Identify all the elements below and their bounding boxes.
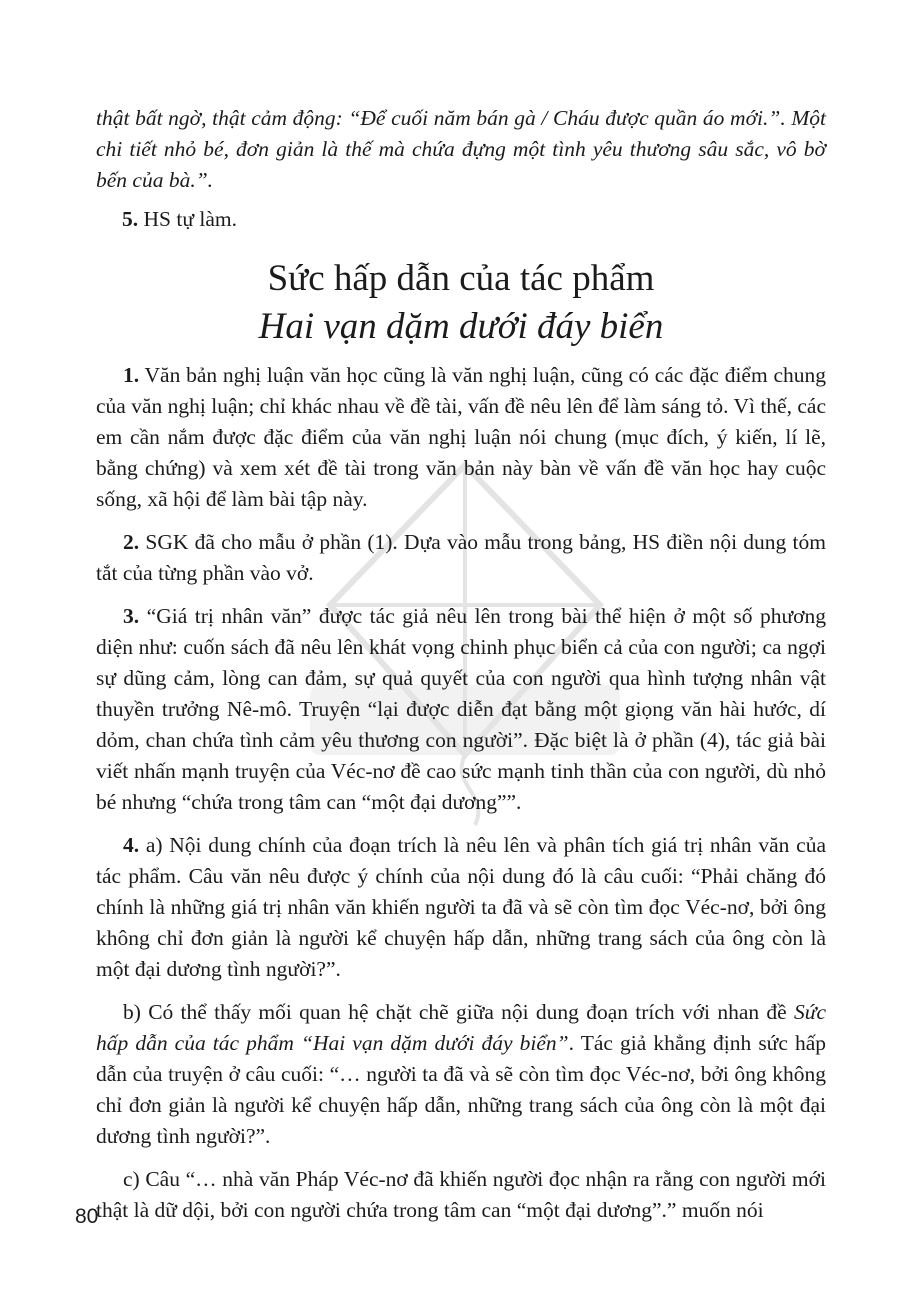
item-5-number: 5.	[122, 207, 139, 231]
answer-4b-text-post: . Tác giả khẳng định sức hấp dẫn của truyện ở câu cuối: “… người ta đã và sẽ còn tìm đọc Véc-nơ, bởi ông không chỉ đơn giản là người kể chuyện hấp dẫn, những trang sách của ông còn là một đại dương tình người?”.	[96, 1031, 827, 1148]
answer-4a	[96, 830, 826, 985]
answer-4-number: 4.	[123, 833, 140, 857]
answer-4c-text: c) Câu “… nhà văn Pháp Véc-nơ đã khiến người đọc nhận ra rằng con người mới thật là dữ dội, bởi con người chứa trong tâm can “một đại dương”.” muốn nói	[96, 1167, 826, 1222]
answer-4c	[96, 1164, 826, 1226]
item-5	[122, 204, 237, 235]
intro-text: thật bất ngờ, thật cảm động: “Để cuối năm bán gà / Cháu được quần áo mới.”. Một chi tiết nhỏ bé, đơn giản là thế mà chứa đựng một tình yêu thương sâu sắc, vô bờ bến của bà.”.	[96, 106, 826, 192]
answer-1-text: Văn bản nghị luận văn học cũng là văn nghị luận, cũng có các đặc điểm chung của văn nghị luận; chỉ khác nhau về đề tài, vấn đề nêu lên để làm sáng tỏ. Vì thế, các em cần nắm được đặc điểm của văn nghị luận nói chung (mục đích, ý kiến, lí lẽ, bằng chứng) và xem xét đề tài trong văn bản này bàn về vấn đề văn học hay cuộc sống, xã hội để làm bài tập này.	[96, 363, 826, 511]
answer-3-text: “Giá trị nhân văn” được tác giả nêu lên trong bài thể hiện ở một số phương diện như: cuốn sách đã nêu lên khát vọng chinh phục biển cả của con người; ca ngợi sự dũng cảm, lòng can đảm, sự quả quyết của con người qua hình tượng nhân vật thuyền trưởng Nê-mô. Truyện “lại được diễn đạt bằng một giọng văn hài hước, dí dỏm, chan chứa tình cảm yêu thương con người”. Đặc biệt là ở phần (4), tác giả bài viết nhấn mạnh truyện của Véc-nơ đề cao sức mạnh tinh thần của con người, dù nhỏ bé nhưng “chứa trong tâm can “một đại dương””.	[96, 604, 826, 814]
answer-2	[96, 527, 826, 589]
section-title-line-2: Hai vạn dặm dưới đáy biển	[258, 306, 664, 347]
answer-4a-text: a) Nội dung chính của đoạn trích là nêu lên và phân tích giá trị nhân văn của tác phẩm. Câu văn nêu được ý chính của nội dung đó là câu cuối: “Phải chăng đó chính là những giá trị nhân văn khiến người ta đã và sẽ còn tìm đọc Véc-nơ, bởi ông không chỉ đơn giản là người kể chuyện hấp dẫn, những trang sách của ông còn là một đại dương tình người?”.	[96, 833, 826, 981]
answers-body	[96, 360, 826, 1238]
intro-paragraph	[96, 103, 826, 196]
answer-4b	[96, 997, 826, 1152]
answer-1-number: 1.	[123, 363, 140, 387]
answer-2-text: SGK đã cho mẫu ở phần (1). Dựa vào mẫu trong bảng, HS điền nội dung tóm tắt của từng phần vào vở.	[96, 530, 826, 585]
section-title	[96, 255, 826, 351]
answer-4b-text-italic: Sức hấp dẫn của tác phẩm “Hai vạn dặm dưới đáy biển”	[96, 1000, 826, 1055]
answer-2-number: 2.	[123, 530, 140, 554]
item-5-text: HS tự làm.	[138, 207, 237, 231]
answer-3	[96, 601, 826, 818]
answer-4b-text-pre: b) Có thể thấy mối quan hệ chặt chẽ giữa nội dung đoạn trích với nhan đề	[123, 1000, 794, 1024]
answer-1	[96, 360, 826, 515]
section-title-line-1: Sức hấp dẫn của tác phẩm	[267, 258, 655, 299]
page-number: 80	[75, 1205, 99, 1228]
answer-3-number: 3.	[123, 604, 140, 628]
